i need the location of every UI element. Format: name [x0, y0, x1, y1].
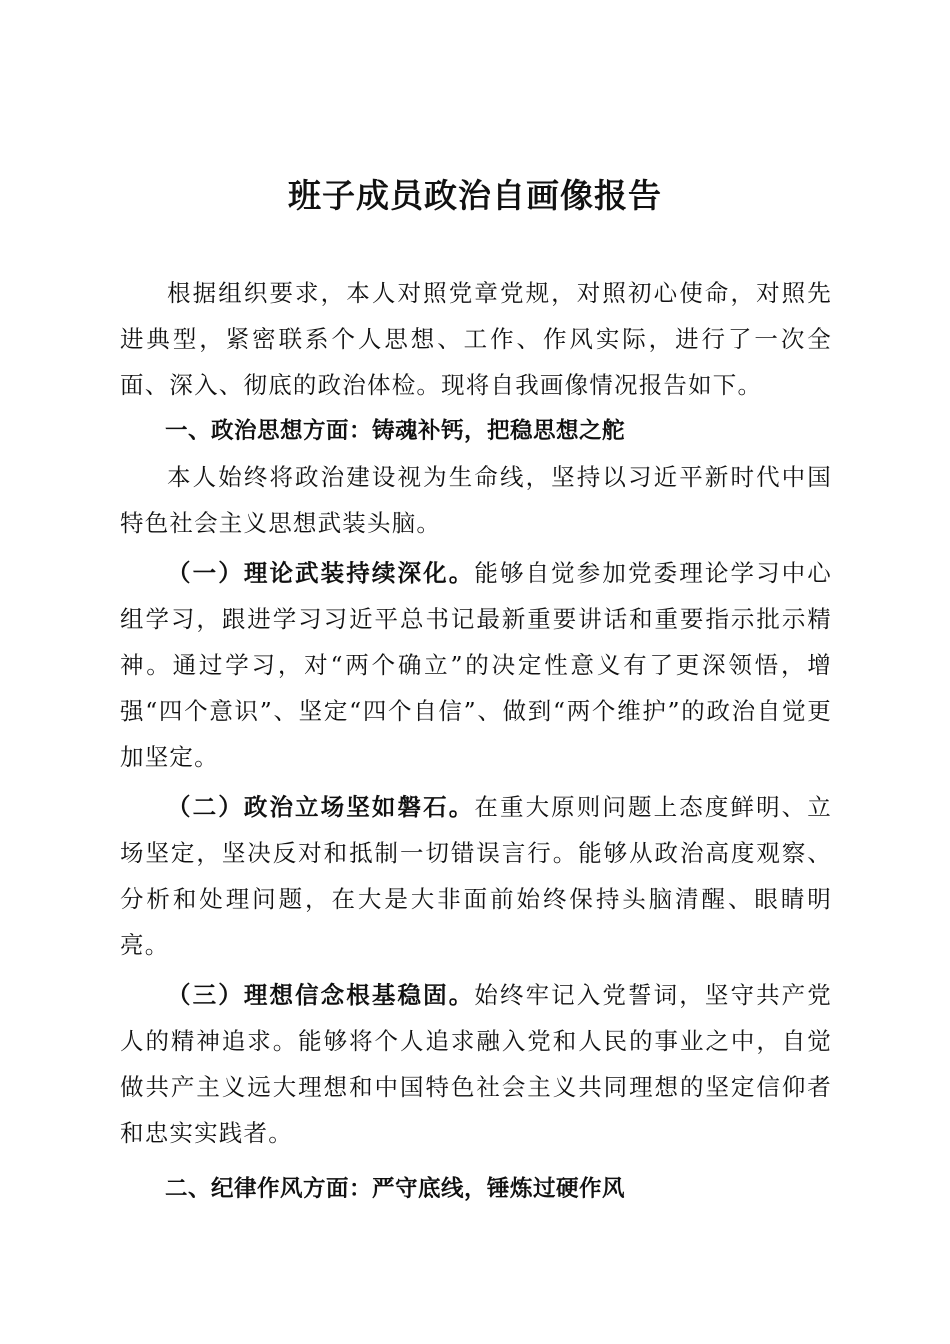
subsection-text: 始终牢记入党誓词，坚守共产党人的精神追求。能够将个人追求融入党和人民的事业之中，自觉做共产主义远大理想和中国特色社会主义共同理想的坚定信仰者和忠实实践者。: [120, 981, 832, 1147]
subsection-lead: （三）理想信念根基稳固。: [167, 981, 475, 1009]
subsection-paragraph-stance: [120, 784, 832, 968]
section-heading-political-thought: 一、政治思想方面：铸魂补钙，把稳思想之舵: [165, 418, 626, 444]
subsection-paragraph-theory: [120, 550, 832, 780]
document-title: 班子成员政治自画像报告: [288, 176, 662, 215]
subsection-text: 在重大原则问题上态度鲜明、立场坚定，坚决反对和抵制一切错误言行。能够从政治高度观察、分析和处理问题，在大是大非面前始终保持头脑清醒、眼睛明亮。: [120, 793, 832, 959]
subsection-paragraph-beliefs: [120, 972, 832, 1156]
subsection-lead: （二）政治立场坚如磐石。: [167, 793, 475, 821]
subsection-text: 能够自觉参加党委理论学习中心组学习，跟进学习习近平总书记最新重要讲话和重要指示批示精神。通过学习，对“两个确立”的决定性意义有了更深领悟，增强“四个意识”、坚定“四个自信”、做到“两个维护”的政治自觉更加坚定。: [120, 559, 832, 771]
intro-paragraph: 根据组织要求，本人对照党章党规，对照初心使命，对照先进典型，紧密联系个人思想、工作、作风实际，进行了一次全面、深入、彻底的政治体检。现将自我画像情况报告如下。: [120, 279, 832, 399]
section-heading-discipline: 二、纪律作风方面：严守底线，锤炼过硬作风: [165, 1176, 626, 1202]
subsection-lead: （一）理论武装持续深化。: [167, 559, 475, 587]
document-body: [120, 270, 832, 1212]
section-intro-paragraph: 本人始终将政治建设视为生命线，坚持以习近平新时代中国特色社会主义思想武装头脑。: [120, 463, 832, 537]
